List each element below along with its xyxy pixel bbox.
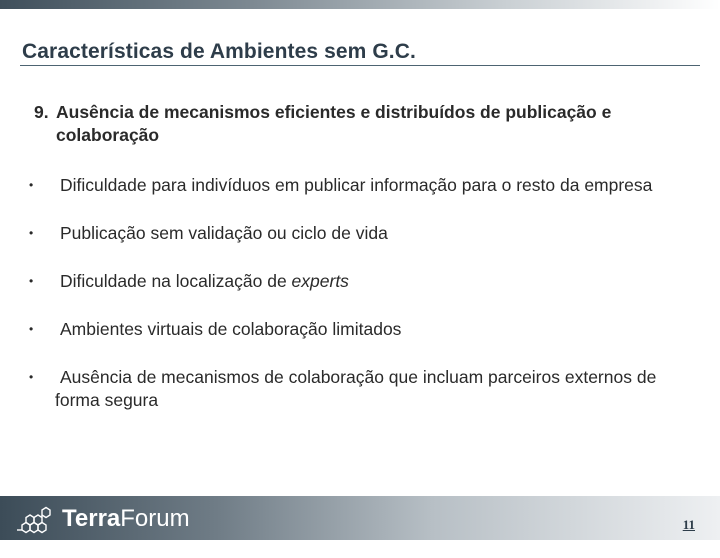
bullet-text: Ambientes virtuais de colaboração limitados — [60, 319, 402, 339]
logo-subtitle: CONSULTORES — [141, 543, 186, 549]
slide-title: Características de Ambientes sem G.C. — [22, 40, 416, 63]
bullet-dot: • — [29, 178, 34, 192]
bullet-text — [55, 271, 349, 291]
list-item — [29, 270, 694, 293]
list-item — [29, 174, 694, 197]
list-item — [29, 366, 694, 412]
terraforum-logo — [14, 500, 190, 549]
bullet-list — [29, 174, 694, 412]
slide-content — [29, 101, 694, 412]
title-divider — [20, 65, 700, 66]
section-heading — [34, 101, 694, 147]
list-item — [29, 222, 694, 245]
bullet-text-emphasis: experts — [291, 271, 349, 291]
bullet-text: Ausência de mecanismos de colaboração que incluam parceiros externos de forma segura — [55, 367, 657, 410]
bullet-dot: • — [29, 226, 34, 240]
bullet-dot: • — [29, 322, 34, 336]
bullet-dot: • — [29, 370, 34, 384]
logo-terra: Terra — [62, 505, 121, 532]
logo-wordmark — [62, 505, 190, 549]
logo-forum: Forum — [120, 505, 190, 532]
top-gradient-bar — [0, 0, 720, 9]
heading-text: Ausência de mecanismos eficientes e distribuídos de publicação e colaboração — [56, 102, 612, 145]
bullet-text: Dificuldade para indivíduos em publicar informação para o resto da empresa — [60, 175, 653, 195]
bullet-text-prefix: Dificuldade na localização de — [60, 271, 292, 291]
bullet-dot: • — [29, 274, 34, 288]
molecule-icon — [14, 501, 60, 537]
list-item — [29, 318, 694, 341]
footer-bar — [0, 496, 720, 549]
bullet-text: Publicação sem validação ou ciclo de vida — [60, 223, 388, 243]
heading-number: 9. — [34, 102, 49, 122]
page-number: 11 — [682, 517, 695, 532]
